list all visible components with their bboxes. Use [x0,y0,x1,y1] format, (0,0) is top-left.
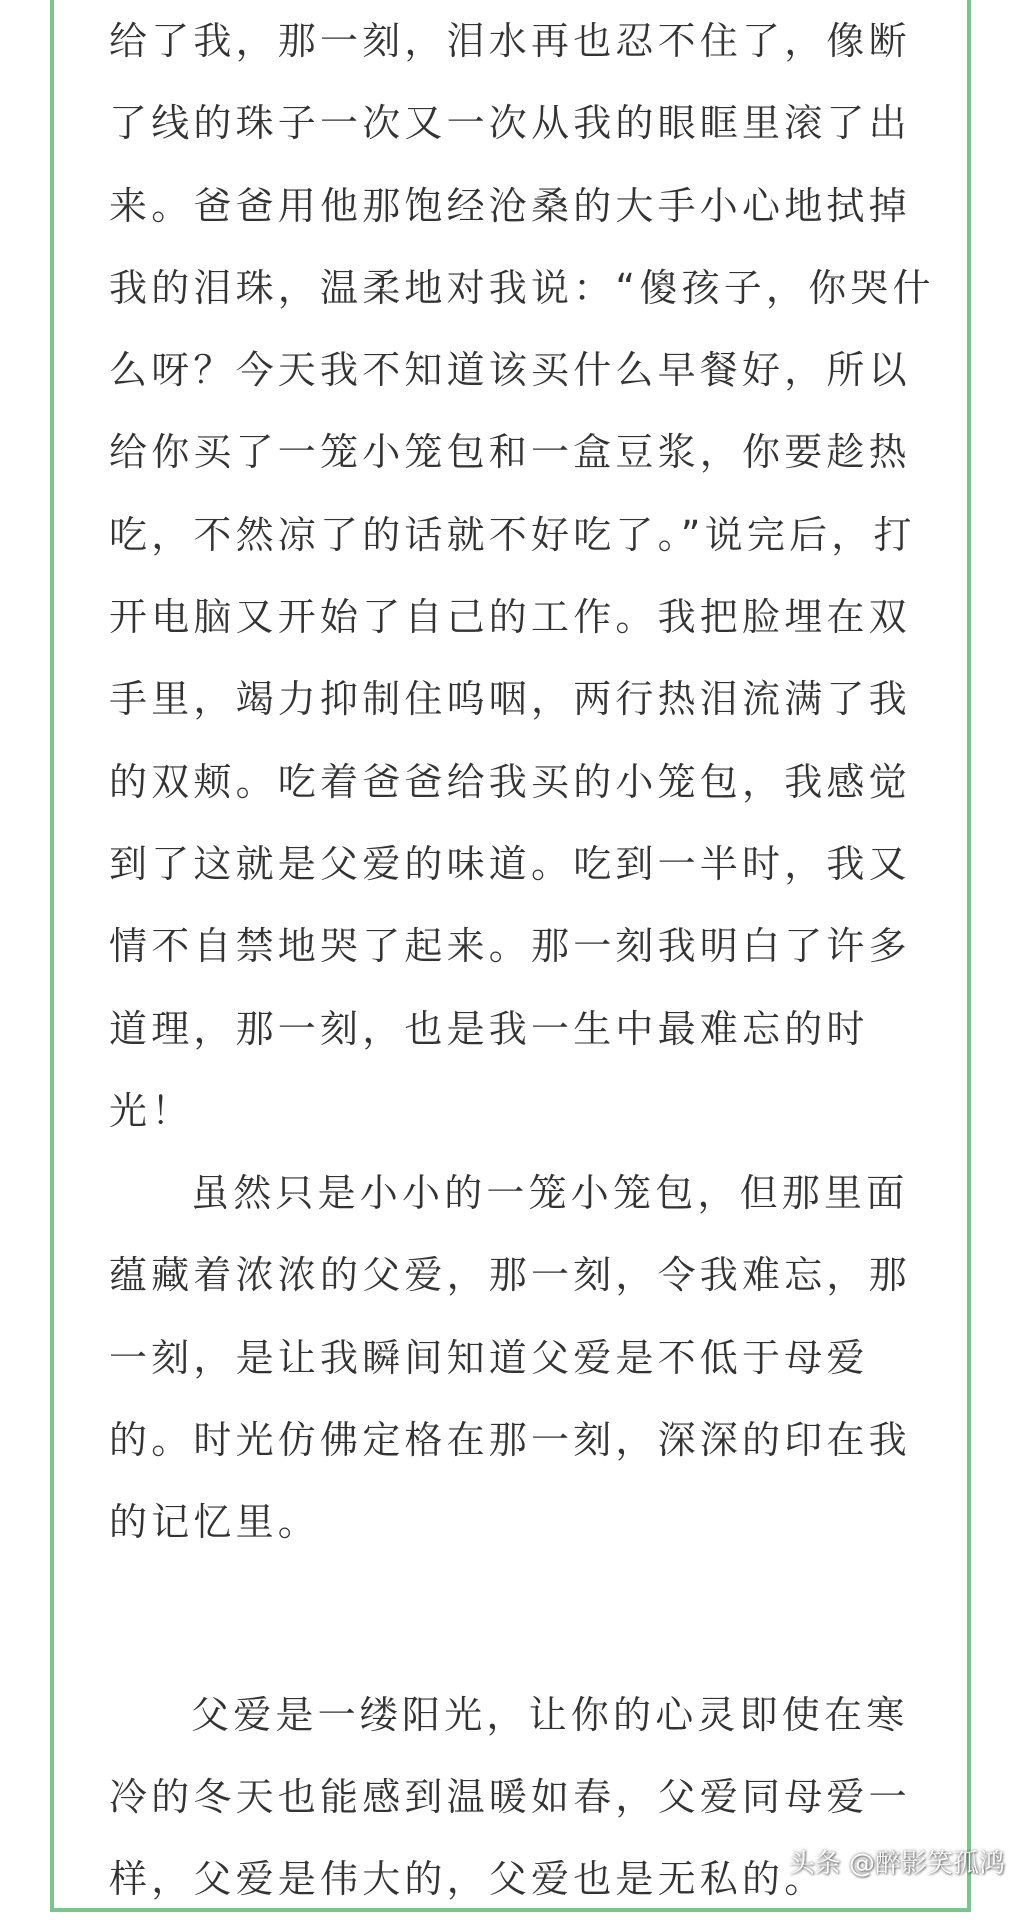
text-line: 光！ [109,1088,194,1133]
article-body [109,0,935,1920]
text-line: 到了这就是父爱的味道。吃到一半时，我又 [109,841,911,886]
text-line: 我的泪珠，温柔地对我说：“傻孩子，你哭什 [109,265,935,310]
text-line: 一刻，是让我瞬间知道父爱是不低于母爱 [109,1335,869,1380]
text-line: 情不自禁地哭了起来。那一刻我明白了许多 [109,924,911,969]
paragraph-3 [109,1674,917,1920]
paragraph-spacer [109,1564,917,1674]
paragraph-1 [109,0,935,1152]
text-line: 父爱是一缕阳光，让你的心灵即使在寒 [191,1692,909,1737]
paragraph-2 [109,1152,917,1563]
text-line: 的。时光仿佛定格在那一刻，深深的印在我 [109,1418,911,1463]
text-line: 来。爸爸用他那饱经沧桑的大手小心地拭掉 [109,183,911,228]
text-line: 给你买了一笼小笼包和一盒豆浆，你要趁热 [109,430,911,475]
text-line: 道理，那一刻，也是我一生中最难忘的时 [109,1006,869,1051]
text-line: 的双颊。吃着爸爸给我买的小笼包，我感觉 [109,759,911,804]
text-line: 虽然只是小小的一笼小笼包，但那里面 [191,1171,909,1216]
text-line: 了线的珠子一次又一次从我的眼眶里滚了出 [109,101,911,146]
source-watermark: 头条 @醉影笑孤鸿 [788,1849,1005,1879]
text-line: 手里，竭力抑制住呜咽，两行热泪流满了我 [109,677,911,722]
text-line: 吃，不然凉了的话就不好吃了。”说完后，打 [109,512,916,557]
text-line: 给了我，那一刻，泪水再也忍不住了，像断 [109,19,911,63]
text-line: 开电脑又开始了自己的工作。我把脸埋在双 [109,595,911,640]
text-line: 冷的冬天也能感到温暖如春，父爱同母爱一 [109,1774,911,1819]
text-line: 样，父爱是伟大的，父爱也是无私的。 [109,1857,827,1902]
text-line: 么呀？今天我不知道该买什么早餐好，所以 [109,348,911,393]
text-line: 蕴藏着浓浓的父爱，那一刻，令我难忘，那 [109,1253,911,1298]
text-line: 的记忆里。 [109,1500,321,1545]
